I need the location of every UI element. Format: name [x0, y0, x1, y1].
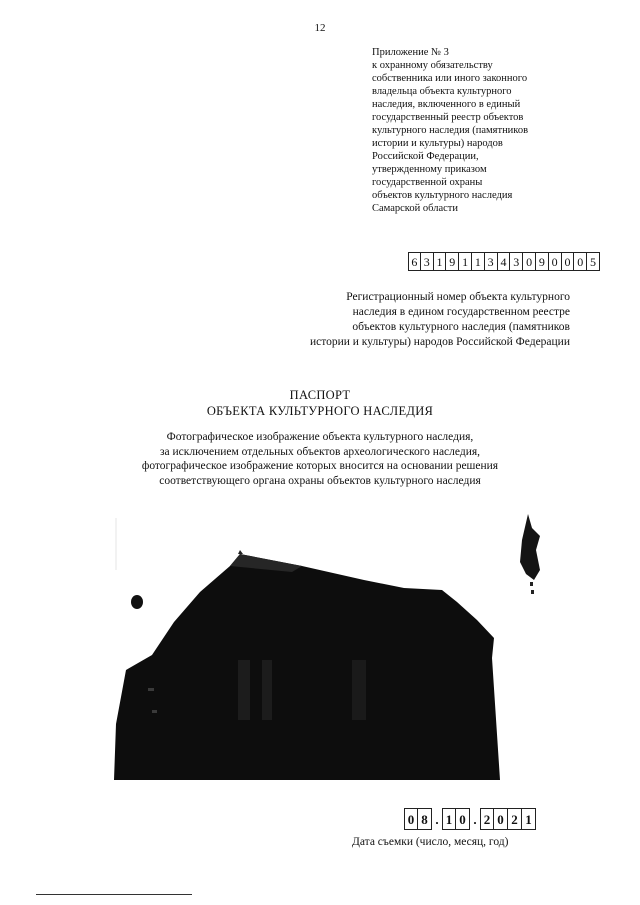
date-separator: .: [435, 812, 439, 827]
registration-digit: 1: [459, 252, 472, 271]
photo-note-line: соответствующего органа охраны объектов культурного наследия: [159, 474, 481, 487]
registration-caption-line: наследия в едином государственном реестре: [352, 306, 570, 318]
appendix-line: собственника или иного законного: [372, 73, 528, 84]
registration-digit: 4: [498, 252, 511, 271]
registration-digit: 9: [536, 252, 549, 271]
registration-number-cells: [408, 252, 600, 271]
date-digit: 8: [418, 808, 432, 830]
appendix-line: истории и культуры) народов: [372, 138, 503, 149]
registration-caption-line: истории и культуры) народов Российской Федерации: [309, 336, 570, 348]
registration-digit: 9: [446, 252, 459, 271]
appendix-line: владельца объекта культурного: [372, 86, 512, 97]
shooting-date-caption: Дата съемки (число, месяц, год): [352, 836, 509, 848]
date-digit: 2: [480, 808, 494, 830]
appendix-header: [372, 46, 622, 215]
registration-digit: 0: [574, 252, 587, 271]
photo-note-line: за исключением отдельных объектов археологического наследия,: [159, 445, 481, 458]
appendix-line: Самарской области: [372, 203, 458, 214]
date-digit: 0: [456, 808, 470, 830]
registration-digit: 3: [421, 252, 434, 271]
appendix-line: к охранному обязательству: [372, 60, 493, 71]
footnote-divider: [36, 894, 192, 895]
registration-digit: 1: [472, 252, 485, 271]
date-digit: 2: [508, 808, 522, 830]
date-digit: 1: [442, 808, 456, 830]
appendix-line: государственной охраны: [372, 177, 483, 188]
appendix-line: культурного наследия (памятников: [372, 125, 529, 136]
registration-caption-line: Регистрационный номер объекта культурного: [346, 291, 570, 303]
date-digit: 0: [404, 808, 418, 830]
shooting-date-cells: [404, 808, 536, 830]
registration-caption-line: объектов культурного наследия (памятников: [352, 321, 570, 333]
registration-digit: 5: [587, 252, 600, 271]
appendix-line: государственный реестр объектов: [372, 112, 524, 123]
date-digit: 0: [494, 808, 508, 830]
photo-note-line: Фотографическое изображение объекта культурного наследия,: [166, 431, 474, 443]
date-separator: .: [473, 812, 477, 827]
title-line-2: ОБЪЕКТА КУЛЬТУРНОГО НАСЛЕДИЯ: [206, 404, 434, 418]
building-photo: [112, 510, 542, 780]
appendix-line: наследия, включенного в единый: [372, 99, 521, 110]
registration-digit: 0: [549, 252, 562, 271]
registration-digit: 1: [434, 252, 447, 271]
date-digit: 1: [522, 808, 536, 830]
appendix-line: Российской Федерации,: [372, 151, 479, 162]
appendix-line: объектов культурного наследия: [372, 190, 513, 201]
registration-digit: 0: [562, 252, 575, 271]
registration-digit: 3: [485, 252, 498, 271]
registration-caption: [240, 290, 570, 350]
photo-note-line: фотографическое изображение которых вносится на основании решения: [141, 460, 499, 472]
registration-digit: 3: [510, 252, 523, 271]
photo-note: [0, 430, 640, 488]
title-line-1: ПАСПОРТ: [289, 388, 351, 402]
registration-digit: 6: [408, 252, 421, 271]
page-number: 12: [314, 22, 326, 34]
document-title: [0, 387, 640, 419]
appendix-line: Приложение № 3: [372, 47, 449, 58]
appendix-line: утвержденному приказом: [372, 164, 487, 175]
registration-digit: 0: [523, 252, 536, 271]
